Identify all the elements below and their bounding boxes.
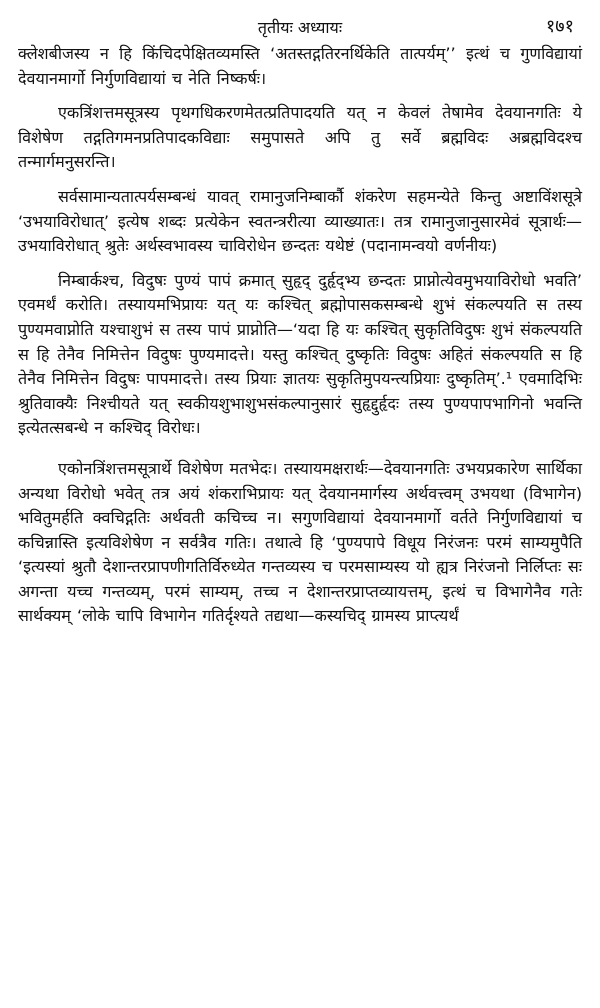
paragraph-2: एकत्रिंशत्तमसूत्रस्य पृथगधिकरणमेतत्प्रतिपादयति यत् न केवलं तेषामेव देवयानगतिः ये विशेषेण तद्गतिगमनप्रतिपादकविद्याः समुपासते अपि तु सर्वे ब्रह्मविदः अब्रह्मविदश्च तन्मार्गमनुसरन्ति।	[18, 103, 582, 172]
body-text	[18, 42, 582, 629]
paragraph-5: एकोनत्रिंशत्तमसूत्रार्थे विशेषेण मतभेदः। तस्यायमक्षरार्थः—देवयानगतिः उभयप्रकारेण सार्थिका अन्यथा विरोधो भवेत् तत्र अयं शंकराभिप्रायः यत् देवयानमार्गस्य अर्थवत्त्वम् उभयथा (विभागेन) भवितुमर्हति क्वचिद्गतिः अर्थवती कचिच्च न। सगुणविद्यायां देवयानमार्गो वर्तते निर्गुणविद्यायां च कचिन्नास्ति इत्यविशेषेण न सर्वत्रैव गतिः। तथात्वे हि ‘पुण्यपापे विधूय निरंजनः परमं साम्यमुपैति ‘इत्यस्यां श्रुतौ देशान्तरप्रापणीगतिर्विरुध्येत गन्तव्यस्य च परमसाम्यस्य यो ह्यत्र निरंजनो निर्लिप्तः सः अगन्ता यच्च गन्तव्यम्, परमं साम्यम्, तच्च न देशान्तरप्राप्तव्यायत्तम्, इत्थं च विभागेनैव गतेः सार्थक्यम् ‘लोके चापि विभागेन गतिर्दृश्यते तद्यथा—कस्यचिद् ग्रामस्य प्राप्त्यर्थं	[18, 458, 582, 626]
paragraph-3: सर्वसामान्यतात्पर्यसम्बन्धं यावत् रामानुजनिम्बार्कौ शंकरेण सहमन्येते किन्तु अष्टाविंशसूत्रे ‘उभयाविरोधात्’ इत्येष शब्दः प्रत्येकेन स्वतन्त्ररीत्या व्याख्यातः। तत्र रामानुजानुसारमेवं सूत्रार्थः—उभयाविरोधात् श्रुतेः अर्थस्वभावस्य चाविरोधेन छन्दतः यथेष्टं (पदानामन्वयो वर्णनीयः)	[18, 186, 582, 256]
paragraph-1: क्लेशबीजस्य न हि किंचिदपेक्षितव्यमस्ति ‘अतस्तद्गतिरनर्थिकेति तात्पर्यम्’’ इत्थं च गुणविद्यायां देवयानमार्गो निर्गुणविद्यायां च नेति निष्कर्षः।	[18, 44, 582, 88]
page-number: १७१	[545, 16, 574, 37]
page-header	[18, 6, 582, 36]
paragraph-4: निम्बार्कश्च, विदुषः पुण्यं पापं क्रमात् सुहृद् दुर्हृद्भ्य छन्दतः प्राप्नोत्येवमुभयाविरोधो भवति’ एवमर्थं करोति। तस्यायमभिप्रायः यत् यः कश्चित् ब्रह्मोपासकसम्बन्धे शुभं संकल्पयति स तस्य पुण्यमवाप्नोति यश्चाशुभं स तस्य पापं प्राप्नोति—‘यदा हि यः कश्चित् सुकृतिविदुषः शुभं संकल्पयति स हि तेनैव निमित्तेन विदुषः पुण्यमादत्ते। यस्तु कश्चित् दुष्कृतिः विदुषः अहितं संकल्पयति स हि तेनैव निमित्तेन विदुषः पापमादत्ते। तस्य प्रियाः ज्ञातयः सुकृतिमुपयन्त्यप्रियाः दुष्कृतिम्’.¹ एवमादिभिः श्रुतिवाक्यैः निश्चीयते यत् स्वकीयशुभाशुभसंकल्पानुसारं सुहृद्दुर्हृदः तस्य पुण्यपापभागिनो भवन्ति इत्येतत्सबन्धे न कश्चिद् विरोधः।	[18, 270, 582, 438]
running-title: तृतीयः अध्यायः	[257, 18, 343, 37]
